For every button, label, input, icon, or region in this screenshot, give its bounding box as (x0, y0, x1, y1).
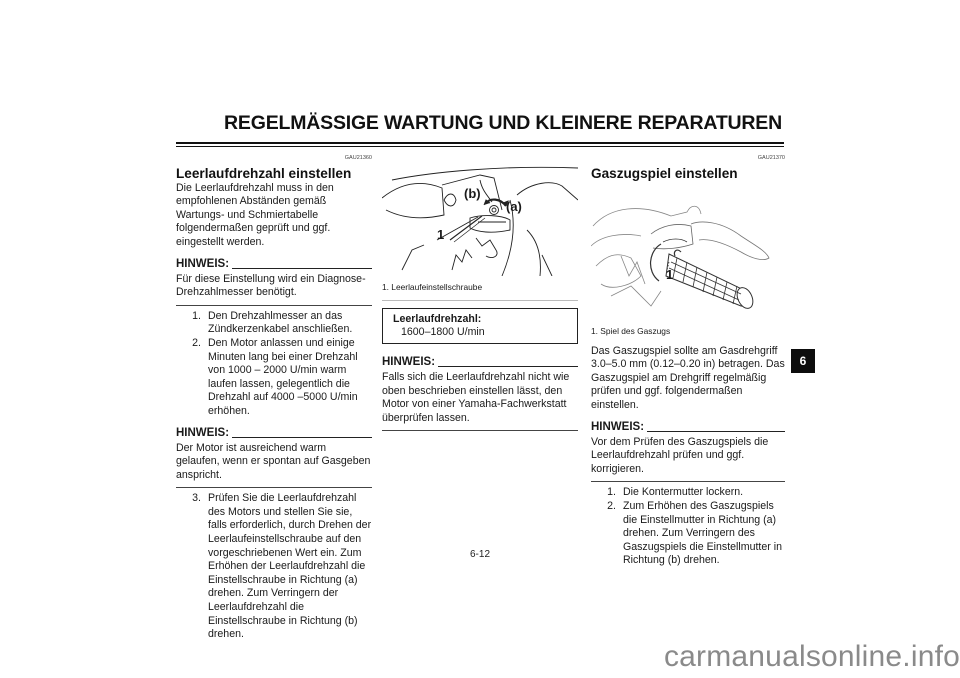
step-text: Den Motor anlassen und einige Minuten lang bei einer Drehzahl von 1000 – 2000 U/min warm laufen lassen, gelegentlich die Drehzahl auf 4000 –5000 U/min erhöhen. (208, 336, 358, 417)
note-text: Vor dem Prüfen des Gaszugspiels die Leerlaufdrehzahl prüfen und ggf. korrigieren. (591, 435, 769, 475)
section-code: GAU21370 (757, 155, 785, 161)
callout-1: 1 (437, 227, 445, 242)
steps-list (176, 310, 372, 419)
watermark: carmanualsonline.info (663, 640, 960, 673)
right-column (591, 152, 785, 568)
step-number: 3. (192, 492, 201, 505)
page-number: 6-12 (469, 549, 490, 560)
note-end-rule (176, 487, 372, 488)
intro-paragraph: Das Gaszugspiel sollte am Gasdrehgriff 3.0–5.0 mm (0.12–0.20 in) betragen. Das Gaszugspiel am Drehgriff regelmäßig prüfen und ggf. folgendermaßen einstellen. (591, 344, 785, 411)
note-rule (647, 431, 785, 432)
step-number: 2. (192, 336, 201, 349)
note-text: Für diese Einstellung wird ein Diagnose-Drehzahlmesser benötigt. (176, 272, 366, 299)
note-label: HINWEIS: (591, 420, 645, 433)
steps-list (591, 486, 785, 568)
callout-1: 1 (666, 266, 674, 282)
callout-a: (a) (506, 199, 522, 214)
throttle-grip-illustration (591, 196, 785, 316)
steps-list (176, 492, 372, 642)
note-header (382, 356, 578, 369)
note-rule (232, 437, 372, 438)
idle-screw-illustration (382, 160, 578, 276)
list-item (186, 310, 372, 337)
spec-box (382, 308, 578, 344)
spec-value: 1600–1800 U/min (401, 325, 485, 338)
note-header (176, 258, 372, 271)
chapter-tab: 6 (791, 349, 815, 373)
note-end-rule (382, 430, 578, 431)
note-label: HINWEIS: (176, 257, 230, 270)
middle-column (382, 160, 578, 435)
intro-paragraph: Die Leerlaufdrehzahl muss in den empfohlenen Abständen gemäß Wartungs- und Schmiertabelle folgendermaßen geprüft und ggf. eingestellt werden. (176, 181, 334, 248)
section-code: GAU21360 (344, 155, 372, 161)
step-text: Prüfen Sie die Leerlaufdrehzahl des Motors und stellen Sie sie, falls erforderlich, durch Drehen der Leerlaufeinstellschraube auf den vorgeschriebenen Wert ein. Zum Erhöhen der Leerlaufdrehzahl die Einstellschraube in Richtung (a) drehen. Zum Verringern der Leerlaufdrehzahl die Einstellschraube in Richtung (b) drehen. (208, 492, 372, 641)
note-label: HINWEIS: (176, 426, 230, 439)
note-rule (438, 366, 578, 367)
step-number: 2. (607, 499, 616, 512)
step-text: Den Drehzahlmesser an das Zündkerzenkabel anschließen. (208, 309, 353, 336)
step-number: 1. (192, 309, 201, 322)
header-rule (176, 142, 784, 144)
note-rule (232, 268, 372, 269)
step-number: 1. (607, 486, 616, 499)
caption-rule (382, 300, 578, 301)
figure-caption: 1. Leerlaufeinstellschraube (382, 282, 483, 292)
chapter-header-title: REGELMÄSSIGE WARTUNG UND KLEINERE REPARATUREN (224, 112, 782, 134)
note-text: Der Motor ist ausreichend warm gelaufen, wenn er spontan auf Gasgeben anspricht. (176, 441, 371, 481)
note-header (591, 421, 785, 434)
note-label: HINWEIS: (382, 356, 436, 368)
note-header (176, 427, 372, 440)
step-text: Zum Erhöhen des Gaszugspiels die Einstellmutter in Richtung (a) drehen. Zum Verringern des Gaszugspiels die Einstellmutter in Richtung (b) drehen. (623, 499, 782, 567)
note-end-rule (591, 481, 785, 482)
note-end-rule (176, 305, 372, 306)
callout-b: (b) (464, 186, 481, 201)
figure-caption: 1. Spiel des Gaszugs (591, 325, 671, 336)
list-item (601, 486, 785, 500)
left-column (176, 152, 372, 642)
section-heading: Gaszugspiel einstellen (591, 165, 738, 181)
list-item (601, 500, 785, 568)
header-rule (176, 146, 784, 147)
list-item (186, 492, 372, 642)
section-heading: Leerlaufdrehzahl einstellen (176, 165, 352, 181)
spec-label: Leerlaufdrehzahl: (393, 313, 482, 325)
note-text: Falls sich die Leerlaufdrehzahl nicht wie oben beschrieben einstellen lässt, den Motor von einer Yamaha-Fachwerkstatt überprüfen lassen. (382, 371, 570, 424)
list-item (186, 337, 372, 419)
step-text: Die Kontermutter lockern. (623, 486, 744, 499)
